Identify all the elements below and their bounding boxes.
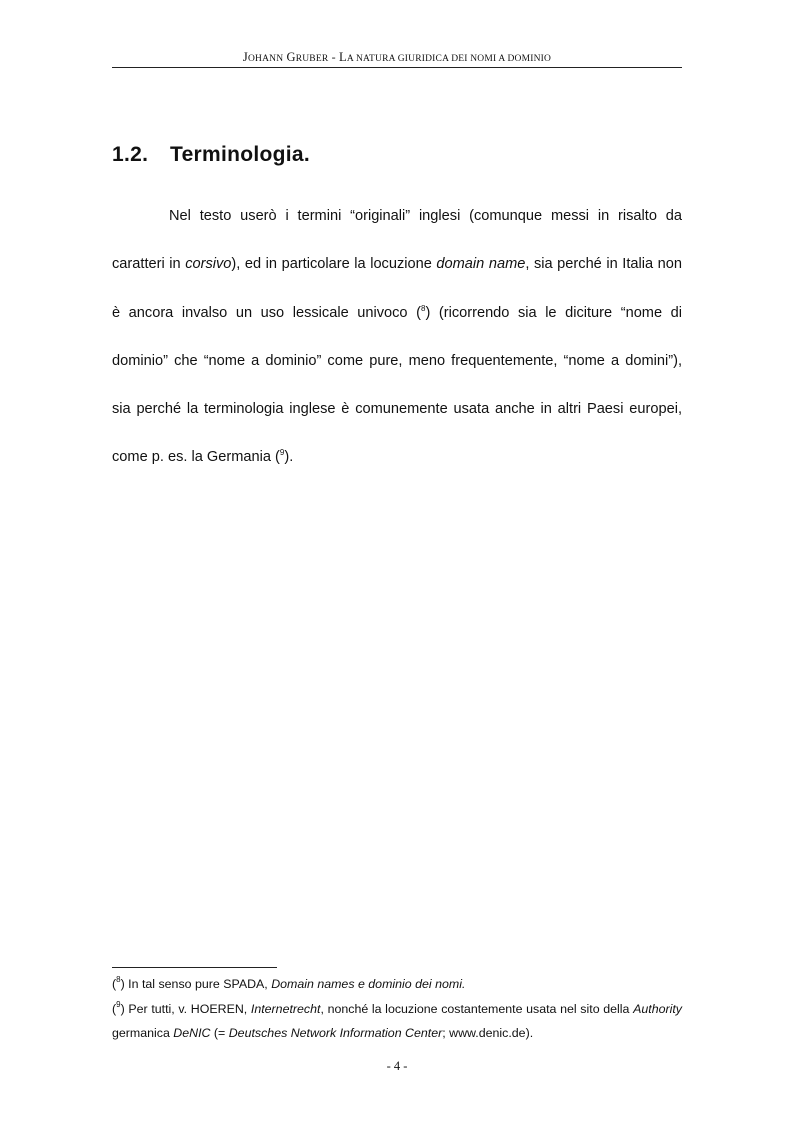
running-header xyxy=(112,50,682,65)
footnote-8 xyxy=(112,972,682,997)
footnote-italic: Internetrecht xyxy=(250,1001,321,1016)
footnote-9 xyxy=(112,997,682,1046)
header-title-initial: L xyxy=(339,50,347,64)
header-author-firstname: OHANN xyxy=(247,54,284,64)
body-text-segment: Nel testo userò i termini “originali” inglesi (comunque messi in risalto da caratteri in xyxy=(112,208,682,273)
footnote-text: ; www.denic.de). xyxy=(442,1026,534,1040)
footnote-text: germanica xyxy=(112,1026,174,1040)
header-author-initial: J xyxy=(242,50,248,64)
footnote-text: ) Per tutti, v. HOEREN, xyxy=(120,1001,251,1016)
footnote-italic: Deutsches Network Information Center xyxy=(228,1026,443,1040)
footnote-paren: ( xyxy=(112,1001,117,1016)
footnote-text: ) In tal senso pure SPADA, xyxy=(120,977,272,991)
header-title: A NATURA GIURIDICA DEI NOMI A DOMINIO xyxy=(346,54,552,64)
footnote-reference-9[interactable]: 9 xyxy=(279,448,285,458)
header-author-surname: RUBER xyxy=(295,54,329,64)
footnote-italic: Domain names e dominio dei nomi. xyxy=(271,977,466,991)
body-paragraph xyxy=(112,192,682,482)
section-title: Terminologia. xyxy=(170,143,311,166)
body-italic-term: domain name xyxy=(436,256,526,273)
body-text-segment: ), ed in particolare la locuzione xyxy=(231,256,437,273)
header-separator: - xyxy=(328,50,339,64)
footnote-italic: DeNIC xyxy=(173,1026,211,1040)
footnote-reference-8[interactable]: 8 xyxy=(420,303,426,313)
footnote-rule xyxy=(112,967,277,968)
section-heading xyxy=(112,143,310,167)
header-rule xyxy=(112,67,682,68)
body-text-segment: ) (ricorrendo sia le diciture “nome di dominio” che “nome a dominio” come pure, meno frequentemente, “nome a domini”), sia perché la terminologia inglese è comunemente usata anche in altri Paesi europei, come p. es. la Germania ( xyxy=(112,304,682,466)
body-italic-term: corsivo xyxy=(185,256,232,273)
header-author-initial-2: G xyxy=(286,50,296,64)
footnote-italic: Authority xyxy=(633,1001,682,1016)
footnote-paren: ( xyxy=(112,977,117,991)
body-text-segment: , sia perché in Italia non è ancora invalso un uso lessicale univoco ( xyxy=(112,256,682,321)
footnote-text: (= xyxy=(210,1026,229,1040)
page-number: - 4 - xyxy=(386,1059,408,1073)
section-number: 1.2. xyxy=(112,143,149,166)
body-text-segment: ). xyxy=(284,449,294,466)
footnote-mark: 9 xyxy=(116,999,121,1009)
footnote-text: , nonché la locuzione costantemente usata nel sito della xyxy=(320,1001,634,1016)
footnotes xyxy=(112,972,682,1046)
footnote-mark: 8 xyxy=(116,975,121,984)
